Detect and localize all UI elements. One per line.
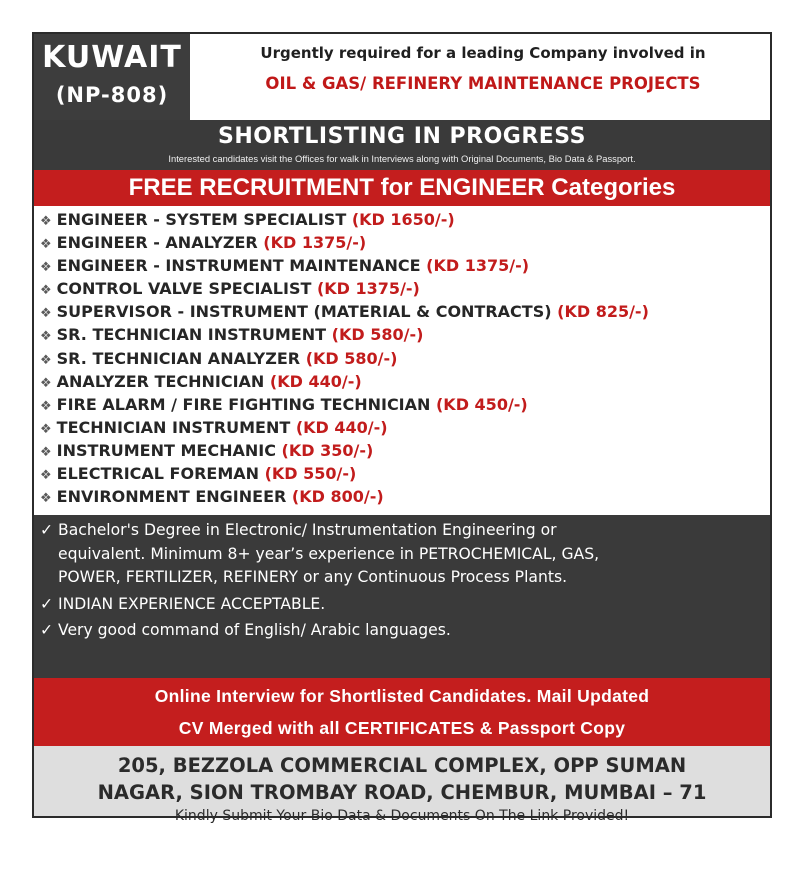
submit-note: Kindly Submit Your Bio Data & Documents On The Link Provided! xyxy=(174,808,630,824)
address-block xyxy=(34,746,770,824)
degree-line-2: equivalent. Minimum 8+ year’s experience in PETROCHEMICAL, GAS, xyxy=(58,544,600,563)
country-badge xyxy=(34,34,190,120)
job-title: INSTRUMENT MECHANIC xyxy=(56,440,276,460)
job-salary: (KD 580/-) xyxy=(331,325,424,345)
shortlisting-banner xyxy=(34,120,770,170)
shortlisting-title: SHORTLISTING IN PROGRESS xyxy=(217,124,587,149)
diamond-bullet-icon: ❖ xyxy=(40,237,52,253)
job-title: TECHNICIAN INSTRUMENT xyxy=(56,417,291,437)
requirement-language xyxy=(40,619,451,643)
job-item xyxy=(34,231,770,254)
ad-header xyxy=(34,34,770,120)
diamond-bullet-icon: ❖ xyxy=(40,283,52,299)
online-line-1: Online Interview for Shortlisted Candidates. Mail Updated xyxy=(154,686,650,706)
job-item xyxy=(34,370,770,393)
diamond-bullet-icon: ❖ xyxy=(40,214,52,229)
job-salary: (KD 825/-) xyxy=(557,302,649,322)
diamond-bullet-icon: ❖ xyxy=(40,352,52,368)
diamond-bullet-icon: ❖ xyxy=(40,375,52,391)
job-advertisement xyxy=(32,32,772,824)
urgent-heading: Urgently required for a leading Company involved in xyxy=(260,44,706,62)
job-salary: (KD 550/-) xyxy=(264,464,357,484)
job-item xyxy=(34,416,770,439)
job-title: ENVIRONMENT ENGINEER xyxy=(56,487,287,507)
job-title: FIRE ALARM / FIRE FIGHTING TECHNICIAN xyxy=(56,394,431,414)
job-salary: (KD 580/-) xyxy=(305,348,398,368)
job-title: ENGINEER - SYSTEM SPECIALIST xyxy=(56,210,347,229)
job-item xyxy=(34,347,770,370)
diamond-bullet-icon: ❖ xyxy=(40,421,52,437)
job-list xyxy=(34,208,770,508)
degree-line-1 xyxy=(40,519,766,543)
job-title: SR. TECHNICIAN INSTRUMENT xyxy=(56,325,327,345)
job-item xyxy=(34,277,770,300)
diamond-bullet-icon: ❖ xyxy=(40,444,52,460)
online-line-2: CV Merged with all CERTIFICATES & Passport Copy xyxy=(178,718,626,738)
degree-line-3: POWER, FERTILIZER, REFINERY or any Continuous Process Plants. xyxy=(58,568,568,586)
job-salary: (KD 1375/-) xyxy=(316,279,420,299)
language-text: Very good command of English/ Arabic languages. xyxy=(58,621,451,639)
job-title: ELECTRICAL FOREMAN xyxy=(56,464,260,484)
job-item xyxy=(34,462,770,485)
online-interview-banner xyxy=(34,678,770,746)
diamond-bullet-icon: ❖ xyxy=(40,306,52,322)
reference-code: (NP-808) xyxy=(55,83,169,107)
job-item xyxy=(34,254,770,277)
diamond-bullet-icon: ❖ xyxy=(40,329,52,345)
degree-text-1: Bachelor's Degree in Electronic/ Instrumentation Engineering or xyxy=(58,521,557,539)
check-icon: ✓ xyxy=(40,521,54,539)
job-salary: (KD 1650/-) xyxy=(351,210,455,229)
requirements-panel xyxy=(34,515,770,678)
check-icon: ✓ xyxy=(40,595,54,613)
job-title: ENGINEER - ANALYZER xyxy=(56,233,258,253)
free-recruitment-banner: FREE RECRUITMENT for ENGINEER Categories xyxy=(34,170,770,206)
job-item xyxy=(34,393,770,416)
address-line-1: 205, BEZZOLA COMMERCIAL COMPLEX, OPP SUMAN xyxy=(117,754,687,777)
country-name: KUWAIT xyxy=(42,40,182,75)
job-title: SUPERVISOR - INSTRUMENT (MATERIAL & CONTRACTS) xyxy=(56,302,552,322)
requirement-degree xyxy=(40,519,766,590)
address-line-2: NAGAR, SION TROMBAY ROAD, CHEMBUR, MUMBAI – 71 xyxy=(97,781,707,804)
industry-heading: OIL & GAS/ REFINERY MAINTENANCE PROJECTS xyxy=(265,74,701,93)
job-item xyxy=(34,208,770,231)
check-icon: ✓ xyxy=(40,621,54,639)
job-salary: (KD 350/-) xyxy=(281,440,374,460)
walk-in-note: Interested candidates visit the Offices for walk in Interviews along with Original Documents, Bio Data & Passport. xyxy=(168,153,636,164)
requirement-indian xyxy=(40,593,325,617)
job-salary: (KD 1375/-) xyxy=(263,233,367,253)
diamond-bullet-icon: ❖ xyxy=(40,491,52,507)
job-salary: (KD 440/-) xyxy=(269,371,362,391)
job-salary: (KD 800/-) xyxy=(291,487,384,507)
diamond-bullet-icon: ❖ xyxy=(40,468,52,484)
job-item xyxy=(34,323,770,346)
diamond-bullet-icon: ❖ xyxy=(40,260,52,276)
job-title: CONTROL VALVE SPECIALIST xyxy=(56,279,312,299)
job-salary: (KD 1375/-) xyxy=(426,256,530,276)
job-title: SR. TECHNICIAN ANALYZER xyxy=(56,348,301,368)
job-salary: (KD 440/-) xyxy=(295,417,388,437)
job-item xyxy=(34,439,770,462)
job-title: ANALYZER TECHNICIAN xyxy=(56,371,265,391)
job-item xyxy=(34,485,770,508)
job-salary: (KD 450/-) xyxy=(435,394,528,414)
indian-text: INDIAN EXPERIENCE ACCEPTABLE. xyxy=(58,595,326,613)
job-title: ENGINEER - INSTRUMENT MAINTENANCE xyxy=(56,256,421,276)
job-item xyxy=(34,300,770,323)
diamond-bullet-icon: ❖ xyxy=(40,398,52,414)
